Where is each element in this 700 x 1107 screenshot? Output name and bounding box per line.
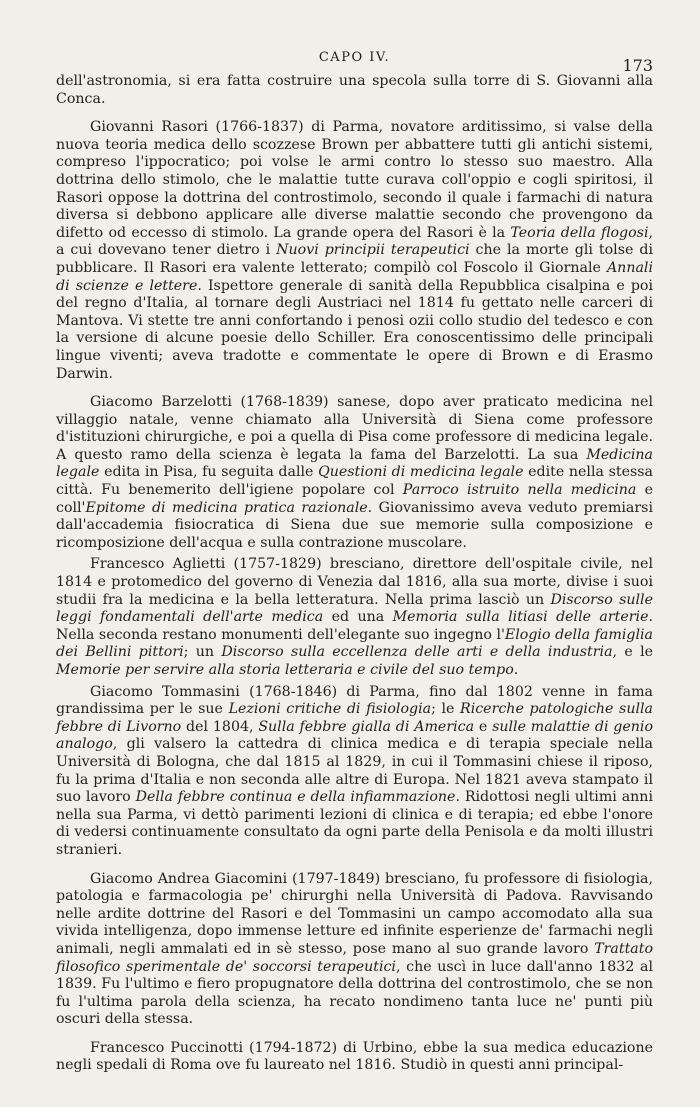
text-run: Giacomo Tommasini (1768-1846) di Parma, fino dal 1802 venne in fama grandissima per le sue <box>56 683 653 718</box>
paragraph-aglietti <box>56 556 653 679</box>
text-run: . Ridottosi negli ultimi anni nella sua Parma, vi dettò parimenti lezioni di clinica e di terapia; ed ebbe l'onore di vedersi continuamente consultato da ogni parte della Penisola e da molti illustri stranieri. <box>56 789 653 858</box>
text-run: Giacomo Andrea Giacomini (1797-1849) bresciano, fu professore di fisiologia, patologia e farmacologia pe' chirurghi nella Università di Padova. Ravvisando nelle ardite dottrine del Rasori e del Tommasini un campo accomodato alla sua vivida intelligenza, dopo immense letture ed infinite esperienze de' farmachi negli animali, negli ammalati ed in sè stesso, pose mano al suo grande lavoro <box>56 870 653 957</box>
italic-title-text: Epitome di medicina pratica razionale <box>85 499 368 516</box>
running-header <box>56 48 653 74</box>
italic-title-text: Lezioni critiche di fisiologia <box>228 701 432 718</box>
text-run: e <box>474 718 493 735</box>
text-run: ed una <box>323 609 393 626</box>
paragraph-tommasini <box>56 684 653 860</box>
italic-title-text: Discorso sulla eccellenza delle arti e della industria <box>221 644 613 661</box>
text-run: , gli valsero la cattedra di clinica medica e di terapia speciale nella Università di Bologna, che dal 1815 al 1829, in cui il Tommasini chiese il riposo, fu la prima d'Italia e non seconda alle altre di Europa. Nel 1821 aveva stampato il suo lavoro <box>56 736 653 806</box>
text-run: Giovanni Rasori (1766-1837) di Parma, novatore arditissimo, si valse della nuova teoria medica dello scozzese Brown per abbattere tutti gli antichi sistemi, compreso l'ippocratico; poi volse le armi contro lo stesso suo maestro. Alla dottrina dello stimolo, che le malattie tutte curava coll'oppio e cogli spiritosi, il Rasori oppose la dottrina del controstimolo, secondo il quale i farmachi di natura diversa si debbono applicare alle diverse malattie secondo che provengono da difetto od eccesso di stimolo. La grande opera del Rasori è la <box>56 119 653 241</box>
body-text <box>56 73 653 1079</box>
paragraph-continuation <box>56 73 653 108</box>
italic-title-text: Teoria della flogosi <box>510 224 649 241</box>
text-run: , che uscì in luce dall'anno 1832 al 1839. Fu l'ultimo e fiero propugnatore della dottrina del controstimolo, che se non fu l'ultima parola della scienza, ha recato nondimeno tanta luce ne' punti più oscuri della stessa. <box>56 958 653 1028</box>
italic-title-text: Elogio della famiglia dei Bellini pittori <box>56 626 653 661</box>
text-run: che la morte gli tolse di pubblicare. Il Rasori era valente letterato; compilò col Foscolo il Giornale <box>56 242 653 276</box>
text-run: del 1804, <box>181 718 259 735</box>
paragraph-rasori <box>56 119 653 383</box>
text-run: edite nella stessa città. Fu benemerito dell'igiene popolare col <box>56 464 654 499</box>
text-run: edita in Pisa, fu seguita dalle <box>99 464 319 481</box>
chapter-title: CAPO IV. <box>318 50 391 65</box>
italic-title-text: Questioni di medicina legale <box>318 464 524 481</box>
paragraph-puccinotti <box>56 1040 653 1075</box>
paragraph-giacomini <box>56 871 653 1029</box>
italic-title-text: Nuovi principii terapeutici <box>276 242 470 259</box>
italic-title-text: Trattato filosofico sperimentale de' soccorsi terapeutici <box>56 940 653 975</box>
text-run: e coll' <box>56 482 653 516</box>
italic-title-text: sulle malattie di genio analogo <box>56 718 654 753</box>
paragraph-barzelotti <box>56 394 653 552</box>
italic-title-text: Annali di scienze e lettere <box>56 259 653 294</box>
italic-title-text: Ricerche patologiche sulla febbre di Livorno <box>56 701 653 735</box>
text-run: , a cui dovevano tener dietro i <box>56 224 653 259</box>
text-run: . <box>513 662 519 678</box>
page-number: 173 <box>622 56 653 75</box>
text-run: , e le <box>612 644 654 661</box>
text-run: . Giovanissimo aveva veduto premiarsi dall'accademia fisiocratica di Siena due sue memorie sulla composizione e ricomposizione dell'acqua e sulla contrazione muscolare. <box>56 499 653 551</box>
text-run: ; le <box>431 701 461 718</box>
text-run: . Nella seconda restano monumenti dell'elegante suo ingegno l' <box>56 609 653 643</box>
italic-title-text: Parroco istruito nella medicina <box>402 482 637 499</box>
italic-title-text: Memoria sulla litiasi delle arterie <box>392 609 649 626</box>
text-run: Giacomo Barzelotti (1768-1839) sanese, dopo aver praticato medicina nel villaggio natale, venne chiamato alla Università di Siena come professore d'istituzioni chirurgiche, e poi a quella di Pisa come professore di medicina legale. A questo ramo della scienza è legata la fama del Barzelotti. La sua <box>56 394 653 463</box>
text-run: . Ispettore generale di sanità della Repubblica cisalpina e poi del regno d'Italia, al tornare degli Austriaci nel 1814 fu gettato nelle carceri di Mantova. Vi stette tre anni confortando i penosi ozii collo studio del tedesco e con la versione di alcune poesie dello Schiller. Era conoscentissimo delle principali lingue viventi; aveva tradotte e commentate le opere di Brown e di Erasmo Darwin. <box>56 277 653 382</box>
italic-title-text: Sulla febbre gialla di America <box>258 718 475 735</box>
text-run: ; un <box>183 644 222 661</box>
italic-title-text: Memorie per servire alla storia letteraria e civile del suo tempo <box>56 662 514 678</box>
text-run: dell'astronomia, si era fatta costruire una specola sulla torre di S. Giovanni alla Conca. <box>56 73 653 107</box>
text-run: Francesco Aglietti (1757-1829) bresciano, direttore dell'ospitale civile, nel 1814 e protomedico del governo di Venezia dal 1816, alla sua morte, divise i suoi studii fra la medicina e la bella letteratura. Nella prima lasciò un <box>56 556 653 608</box>
text-run: Francesco Puccinotti (1794-1872) di Urbino, ebbe la sua medica educazione negli spedali di Roma ove fu laureato nel 1816. Studiò in questi anni principal- <box>56 1039 653 1074</box>
italic-title-text: Medicina legale <box>56 446 653 481</box>
italic-title-text: Discorso sulle leggi fondamentali dell'arte medica <box>56 591 653 626</box>
italic-title-text: Della febbre continua e della infiammazione <box>135 789 456 806</box>
